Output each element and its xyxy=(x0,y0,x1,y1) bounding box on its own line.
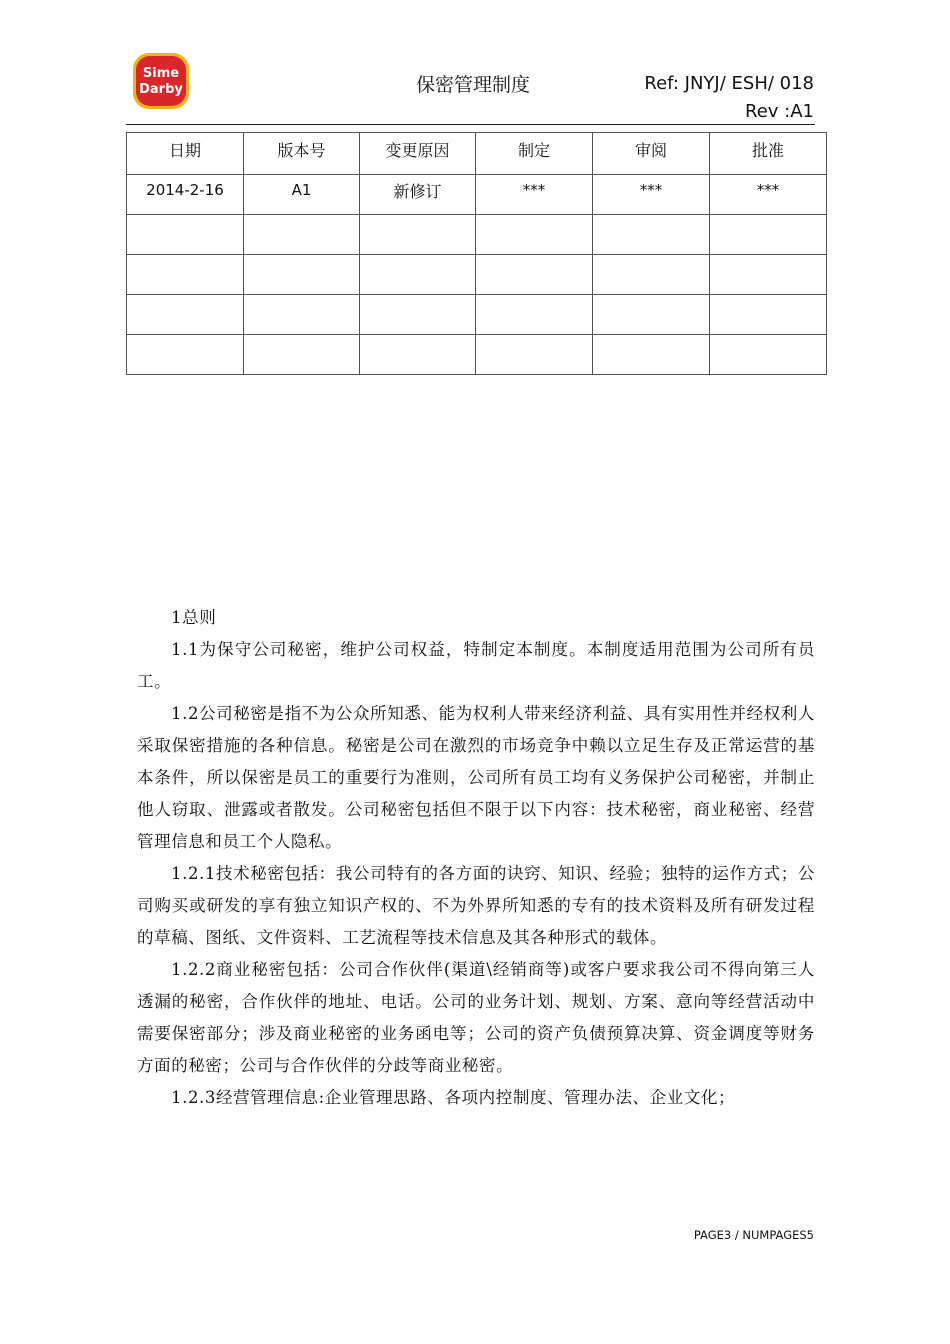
cell-version: A1 xyxy=(244,175,360,215)
table-cell xyxy=(476,295,593,335)
header-date: 日期 xyxy=(127,133,244,175)
table-cell xyxy=(360,255,476,295)
table-cell xyxy=(244,335,360,375)
section-heading: 1总则 xyxy=(171,608,217,627)
table-cell xyxy=(244,255,360,295)
header-approved: 批准 xyxy=(710,133,827,175)
ref-number: Ref: JNYJ/ ESH/ 018 xyxy=(644,73,814,94)
table-cell xyxy=(710,295,827,335)
table-cell xyxy=(244,215,360,255)
table-cell xyxy=(593,215,710,255)
table-cell xyxy=(244,295,360,335)
table-row xyxy=(127,295,827,335)
table-cell xyxy=(360,295,476,335)
table-cell xyxy=(593,295,710,335)
table-cell xyxy=(593,335,710,375)
header-version: 版本号 xyxy=(244,133,360,175)
document-reference xyxy=(644,70,814,126)
svg-text:Darby: Darby xyxy=(139,82,183,97)
paragraph: 1.1为保守公司秘密，维护公司权益，特制定本制度。本制度适用范围为公司所有员工。 xyxy=(137,640,815,691)
table-cell xyxy=(710,335,827,375)
cell-change-reason: 新修订 xyxy=(360,175,476,215)
table-cell xyxy=(593,255,710,295)
revision-table xyxy=(126,132,827,375)
table-cell xyxy=(710,215,827,255)
header-reviewed: 审阅 xyxy=(593,133,710,175)
table-cell xyxy=(127,215,244,255)
table-cell xyxy=(476,215,593,255)
revision-number: Rev :A1 xyxy=(745,101,814,122)
table-cell xyxy=(476,255,593,295)
table-cell xyxy=(127,295,244,335)
table-header-row xyxy=(127,133,827,175)
header-prepared: 制定 xyxy=(476,133,593,175)
document-body xyxy=(137,602,815,1114)
svg-text:Sime: Sime xyxy=(142,66,180,81)
cell-approved: *** xyxy=(710,175,827,215)
table-cell xyxy=(127,335,244,375)
header-change-reason: 变更原因 xyxy=(360,133,476,175)
table-cell xyxy=(127,255,244,295)
page-number: PAGE3 / NUMPAGES5 xyxy=(693,1228,814,1242)
header-divider xyxy=(126,124,815,125)
paragraph: 1.2.1技术秘密包括：我公司特有的各方面的诀窍、知识、经验；独特的运作方式；公司购买或研发的享有独立知识产权的、不为外界所知悉的专有的技术资料及所有研发过程的草稿、图纸、文件资料、工艺流程等技术信息及其各种形式的载体。 xyxy=(137,864,815,947)
cell-date: 2014-2-16 xyxy=(127,175,244,215)
company-logo xyxy=(130,50,192,112)
sime-darby-logo-icon xyxy=(130,50,192,112)
paragraph: 1.2.2商业秘密包括：公司合作伙伴(渠道\经销商等)或客户要求我公司不得向第三人透漏的秘密，合作伙伴的地址、电话。公司的业务计划、规划、方案、意向等经营活动中需要保密部分；涉及商业秘密的业务函电等；公司的资产负债预算决算、资金调度等财务方面的秘密；公司与合作伙伴的分歧等商业秘密。 xyxy=(137,960,815,1075)
table-cell xyxy=(360,335,476,375)
paragraph: 1.2.3经营管理信息:企业管理思路、各项内控制度、管理办法、企业文化； xyxy=(171,1088,736,1107)
table-row xyxy=(127,255,827,295)
table-row xyxy=(127,175,827,215)
table-row xyxy=(127,335,827,375)
table-row xyxy=(127,215,827,255)
table-cell xyxy=(710,255,827,295)
cell-reviewed: *** xyxy=(593,175,710,215)
table-cell xyxy=(476,335,593,375)
document-title: 保密管理制度 xyxy=(416,74,531,96)
paragraph: 1.2公司秘密是指不为公众所知悉、能为权利人带来经济利益、具有实用性并经权利人采取保密措施的各种信息。秘密是公司在激烈的市场竞争中赖以立足生存及正常运营的基本条件，所以保密是员工的重要行为准则，公司所有员工均有义务保护公司秘密，并制止他人窃取、泄露或者散发。公司秘密包括但不限于以下内容：技术秘密，商业秘密、经营管理信息和员工个人隐私。 xyxy=(137,704,815,851)
cell-prepared: *** xyxy=(476,175,593,215)
table-cell xyxy=(360,215,476,255)
